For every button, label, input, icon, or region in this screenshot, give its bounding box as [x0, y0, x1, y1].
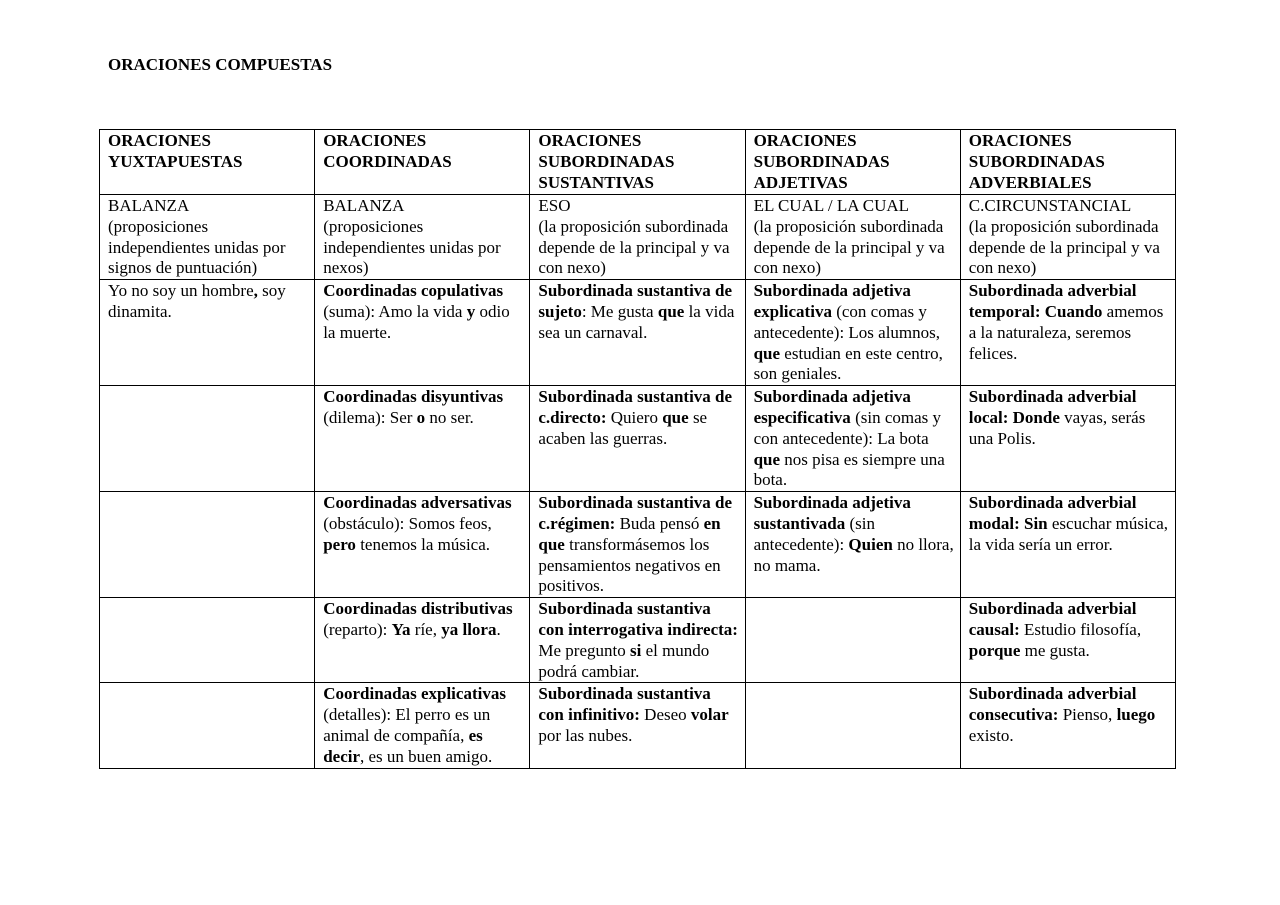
example-cell: [745, 492, 960, 598]
example-cell: [530, 598, 745, 683]
empty-cell: [100, 598, 315, 683]
example-cell: [530, 492, 745, 598]
text-run: (reparto):: [323, 619, 392, 639]
example-cell: [960, 598, 1175, 683]
text-run: Deseo: [639, 705, 691, 725]
text-run: no llora, no mama.: [753, 534, 954, 575]
bold-run: en que: [538, 513, 721, 554]
bold-run: Coordinadas adversativas: [323, 493, 512, 513]
bold-run: Quien: [848, 534, 893, 554]
bold-run: que: [753, 449, 781, 469]
bold-run: Coordinadas disyuntivas: [323, 387, 504, 407]
example-cell: [315, 683, 530, 768]
text-run: : Me gusta: [581, 301, 658, 321]
bold-run: Subordinada adverbial local: Donde: [968, 387, 1137, 427]
bold-run: pero: [323, 534, 356, 554]
bold-run: que: [753, 343, 781, 363]
example-cell: [530, 386, 745, 492]
bold-run: Subordinada adverbial consecutiva:: [968, 684, 1137, 725]
example-cell: [745, 386, 960, 492]
example-cell: [315, 492, 530, 598]
table-row: [100, 598, 1176, 683]
text-run: existo.: [968, 725, 1014, 745]
text-run: (suma): Amo la vida: [323, 301, 467, 321]
example-cell: [960, 386, 1175, 492]
text-run: no ser.: [425, 407, 474, 427]
empty-cell: [100, 492, 315, 598]
text-run: Yo no soy un hombre: [108, 281, 254, 301]
bold-run: Subordinada adverbial modal: Sin: [968, 493, 1137, 533]
bold-run: Subordinada adjetiva explicativa: [753, 281, 911, 321]
header-cell: ORACIONES SUBORDINADAS SUSTANTIVAS: [530, 130, 745, 195]
bold-run: volar: [690, 705, 729, 725]
example-cell: [100, 280, 315, 386]
empty-cell: [745, 683, 960, 768]
table-row: [100, 683, 1176, 768]
text-run: (con comas y antecedente): Los alumnos,: [753, 301, 941, 342]
bold-run: Subordinada adjetiva especificativa: [753, 387, 911, 427]
text-run: por las nubes.: [538, 725, 633, 745]
text-run: escuchar música, la vida sería un error.: [968, 513, 1169, 554]
text-run: (obstáculo): Somos feos,: [323, 513, 492, 533]
text-run: vayas, serás una Polis.: [968, 407, 1146, 448]
text-run: odio la muerte.: [323, 301, 510, 342]
bold-run: Coordinadas distributivas: [323, 599, 513, 619]
empty-cell: [100, 386, 315, 492]
bold-run: Subordinada adjetiva sustantivada: [753, 493, 911, 533]
example-cell: [960, 683, 1175, 768]
text-run: soy dinamita.: [108, 281, 286, 321]
example-cell: [315, 386, 530, 492]
bold-run: Subordinada sustantiva de sujeto: [538, 281, 733, 321]
text-run: Me pregunto: [538, 640, 630, 660]
bold-run: porque: [968, 640, 1021, 660]
bold-run: Ya: [391, 619, 411, 639]
header-cell: ORACIONES SUBORDINADAS ADVERBIALES: [960, 130, 1175, 195]
bold-run: Coordinadas copulativas: [323, 281, 504, 301]
balanza-cell: C.CIRCUNSTANCIAL (la proposición subordinada depende de la principal y va con nexo): [960, 195, 1175, 280]
text-run: ríe,: [410, 619, 442, 639]
text-run: la vida sea un carnaval.: [538, 301, 735, 342]
text-run: (dilema): Ser: [323, 407, 417, 427]
bold-run: Subordinada adverbial temporal: Cuando: [968, 281, 1137, 321]
text-run: el mundo podrá cambiar.: [538, 640, 710, 681]
text-run: nos pisa es siempre una bota.: [753, 449, 945, 490]
text-run: amemos a la naturaleza, seremos felices.: [968, 301, 1164, 363]
bold-run: que: [657, 301, 685, 321]
balanza-cell: BALANZA (proposiciones independientes unidas por signos de puntuación): [100, 195, 315, 280]
bold-run: luego: [1116, 705, 1156, 725]
example-cell: [530, 683, 745, 768]
bold-run: Subordinada sustantiva de c.régimen:: [538, 493, 733, 533]
example-cell: [745, 280, 960, 386]
text-run: Pienso,: [1058, 705, 1117, 725]
header-cell: ORACIONES YUXTAPUESTAS: [100, 130, 315, 195]
bold-run: que: [662, 407, 689, 427]
example-cell: [315, 280, 530, 386]
text-run: (detalles): El perro es un animal de compañía,: [323, 705, 491, 745]
text-run: estudian en este centro, son geniales.: [753, 343, 943, 384]
table-row: [100, 492, 1176, 598]
bold-run: Subordinada sustantiva de c.directo:: [538, 387, 733, 427]
example-cell: [315, 598, 530, 683]
text-run: Quiero: [606, 407, 663, 427]
text-run: (sin comas y con antecedente): La bota: [753, 407, 941, 448]
document-title: ORACIONES COMPUESTAS: [108, 55, 333, 74]
bold-run: ,: [253, 281, 258, 301]
empty-cell: [745, 598, 960, 683]
balanza-cell: ESO (la proposición subordinada depende de la principal y va con nexo): [530, 195, 745, 280]
bold-run: Subordinada sustantiva con interrogativa indirecta:: [538, 599, 738, 639]
text-run: Buda pensó: [615, 513, 704, 533]
bold-run: ya llora: [441, 619, 497, 639]
text-run: Estudio filosofía,: [1019, 619, 1142, 639]
text-run: tenemos la música.: [355, 534, 491, 554]
text-run: transformásemos los pensamientos negativos en positivos.: [538, 534, 721, 596]
oraciones-table: [99, 129, 1176, 769]
text-run: (sin antecedente):: [753, 513, 875, 554]
bold-run: es decir: [323, 725, 483, 766]
bold-run: si: [629, 640, 642, 660]
header-cell: ORACIONES COORDINADAS: [315, 130, 530, 195]
text-run: .: [496, 619, 501, 639]
table-row: [100, 386, 1176, 492]
bold-run: o: [416, 407, 426, 427]
table-row-balanza: [100, 195, 1176, 280]
example-cell: [960, 492, 1175, 598]
header-cell: ORACIONES SUBORDINADAS ADJETIVAS: [745, 130, 960, 195]
example-cell: [530, 280, 745, 386]
table-header-row: [100, 130, 1176, 195]
text-run: , es un buen amigo.: [360, 746, 493, 766]
balanza-cell: BALANZA (proposiciones independientes unidas por nexos): [315, 195, 530, 280]
table-row: [100, 280, 1176, 386]
bold-run: y: [466, 301, 476, 321]
bold-run: Subordinada sustantiva con infinitivo:: [538, 684, 711, 725]
empty-cell: [100, 683, 315, 768]
text-run: se acaben las guerras.: [538, 407, 708, 448]
text-run: me gusta.: [1020, 640, 1090, 660]
balanza-cell: EL CUAL / LA CUAL (la proposición subordinada depende de la principal y va con nexo): [745, 195, 960, 280]
bold-run: Coordinadas explicativas: [323, 684, 506, 704]
bold-run: Subordinada adverbial causal:: [968, 599, 1137, 639]
example-cell: [960, 280, 1175, 386]
